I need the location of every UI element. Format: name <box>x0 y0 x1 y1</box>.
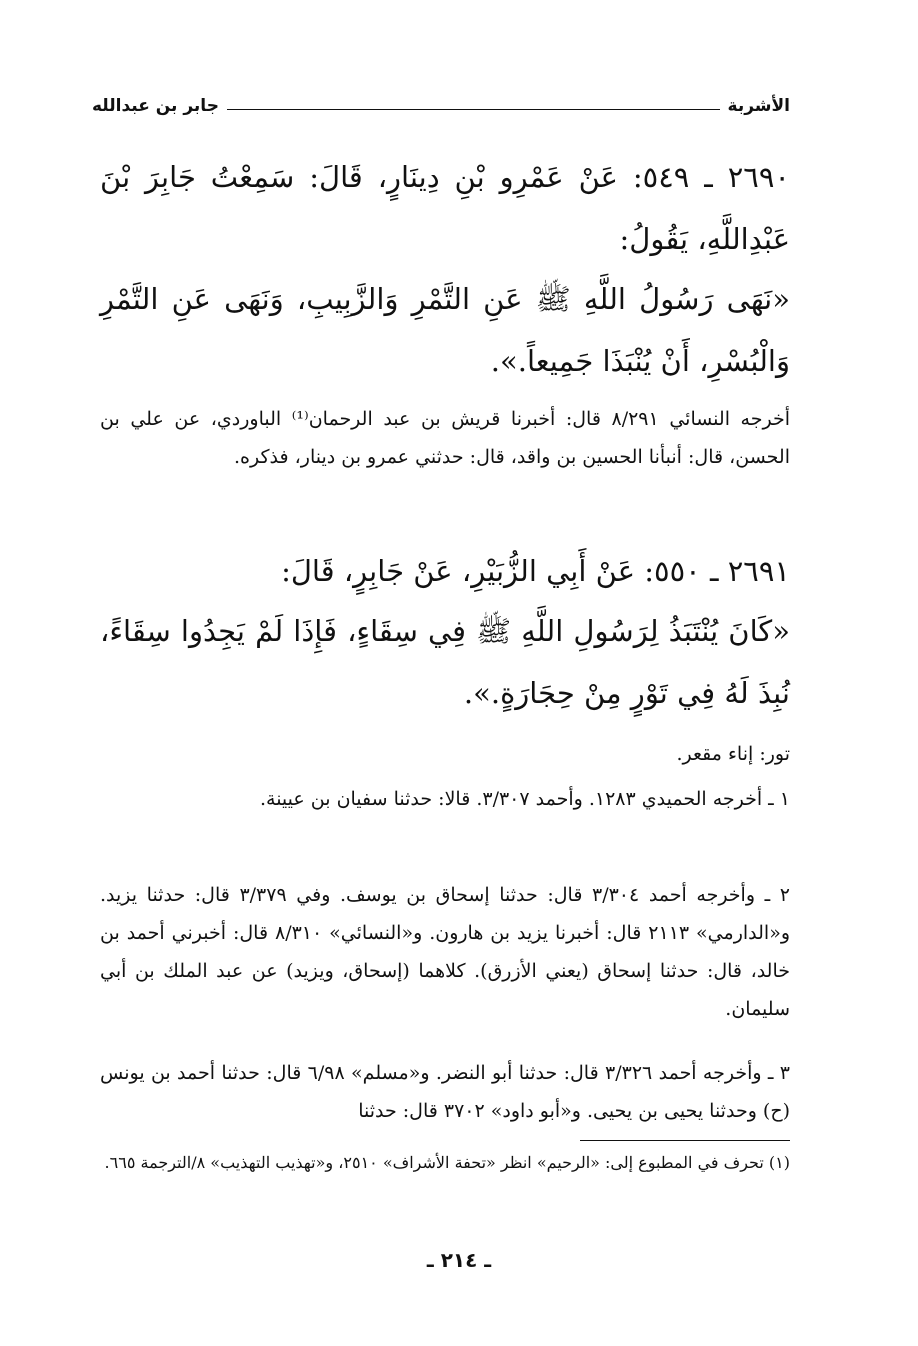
page-number: ـ ٢١٤ ـ <box>426 1248 492 1272</box>
hadith-549-text: «نَهَى رَسُولُ اللَّهِ ﷺ عَنِ التَّمْرِ وَالزَّبِيبِ، وَنَهَى عَنِ التَّمْرِ وَالْبُسْرِ، أَنْ يُنْبَذَا جَمِيعاً.». <box>100 282 790 378</box>
hadith-550-takhrij-3: ٣ ـ وأخرجه أحمد ٣/٣٢٦ قال: حدثنا أبو النضر. و«مسلم» ٦/٩٨ قال: حدثنا أحمد بن يونس (ح) وحدثنا يحيى بن يحيى. و«أبو داود» ٣٧٠٢ قال: حدثنا <box>100 1062 791 1122</box>
book-title: الأشربة <box>727 96 790 116</box>
hadith-550-heading: ٢٦٩١ ـ ٥٥٠: عَنْ أَبِي الزُّبَيْرِ، عَنْ جَابِرٍ، قَالَ: <box>281 554 790 588</box>
hadith-550-takhrij-2: ٢ ـ وأخرجه أحمد ٣/٣٠٤ قال: حدثنا إسحاق بن يوسف. وفي ٣/٣٧٩ قال: حدثنا يزيد. و«الدارمي» ٢١١٣ قال: أخبرنا يزيد بن هارون. و«النسائي» ٨/٣١٠ قال: أخبرني أحمد بن خالد، قال: حدثنا إسحاق (يعني الأزرق). كلاهما (إسحاق، ويزيد) عن عبد الملك بن أبي سليمان. <box>100 884 790 1020</box>
hadith-550-text: «كَانَ يُنْتَبَذُ لِرَسُولِ اللَّهِ ﷺ فِي سِقَاءٍ، فَإِذَا لَمْ يَجِدُوا سِقَاءً، نُبِذَ لَهُ فِي تَوْرٍ مِنْ حِجَارَةٍ.». <box>100 614 790 710</box>
footnote: (١) تحرف في المطبوع إلى: «الرحيم» انظر «تحفة الأشراف» ٢٥١٠، و«تهذيب التهذيب» ٨/الترجمة ٦٦٥. <box>104 1153 790 1172</box>
hadith-549-takhrij: أخرجه النسائي ٨/٢٩١ قال: أخبرنا قريش بن عبد الرحمان⁽¹⁾ الباوردي، عن علي بن الحسن، قال: أنبأنا الحسين بن واقد، قال: حدثني عمرو بن دينار، فذكره. <box>100 408 791 468</box>
hadith-550-takhrij-1: ١ ـ أخرجه الحميدي ١٢٨٣. وأحمد ٣/٣٠٧. قالا: حدثنا سفيان بن عيينة. <box>259 788 790 810</box>
running-header <box>92 92 790 120</box>
footnote-rule <box>580 1140 790 1141</box>
hadith-550-gloss: تور: إناء مقعر. <box>676 743 790 765</box>
hadith-549-heading: ٢٦٩٠ ـ ٥٤٩: عَنْ عَمْرِو بْنِ دِينَارٍ، قَالَ: سَمِعْتُ جَابِرَ بْنَ عَبْدِاللَّهِ، يَقُولُ: <box>100 160 791 256</box>
header-rule <box>227 109 720 110</box>
chapter-title: جابر بن عبدالله <box>92 96 219 116</box>
